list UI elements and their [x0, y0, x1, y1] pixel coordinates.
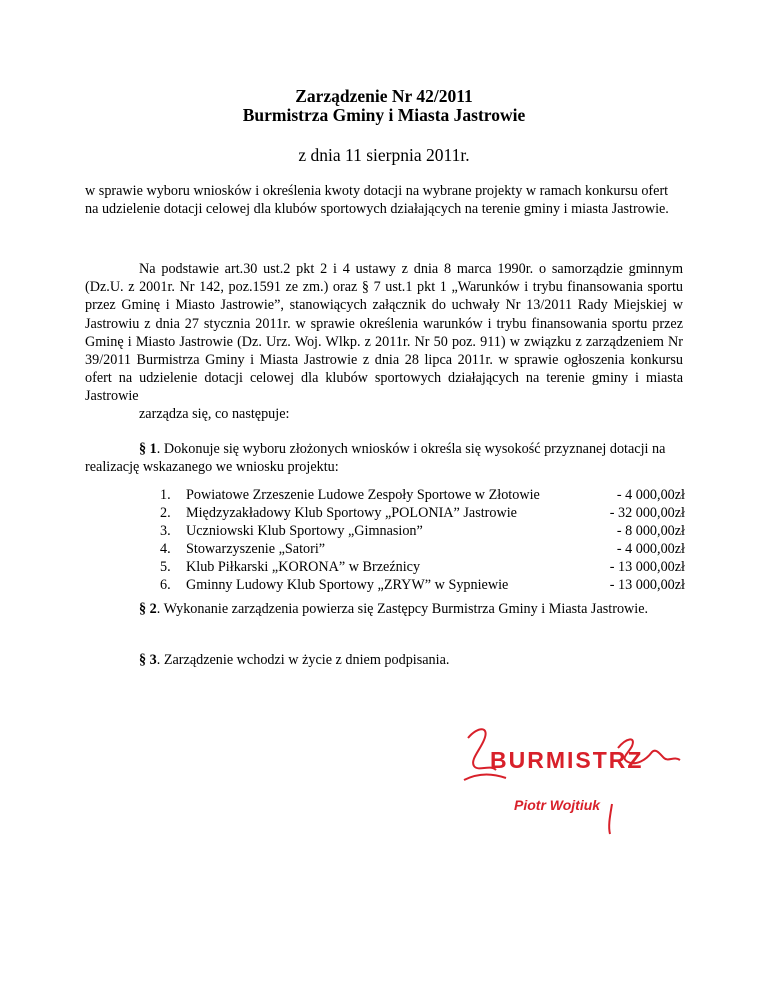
grant-number: 3.	[160, 523, 171, 539]
grant-amount: - 13 000,00zł	[609, 559, 685, 575]
grant-number: 4.	[160, 541, 171, 557]
section-2-mark: § 2	[139, 601, 157, 617]
grant-club-name: Powiatowe Zrzeszenie Ludowe Zespoły Sportowe w Złotowie	[186, 487, 540, 503]
list-item	[160, 504, 685, 522]
grant-club-name: Gminny Ludowy Klub Sportowy „ZRYW” w Sypniewie	[186, 577, 509, 593]
list-item	[160, 540, 685, 558]
grant-number: 5.	[160, 559, 171, 575]
section-2-text: . Wykonanie zarządzenia powierza się Zastępcy Burmistrza Gminy i Miasta Jastrowie.	[156, 601, 649, 617]
section-3-mark: § 3	[139, 652, 157, 668]
signature-stroke	[609, 804, 612, 834]
document-issuer: Burmistrza Gminy i Miasta Jastrowie	[242, 105, 526, 125]
grant-list	[160, 486, 685, 594]
list-item	[160, 576, 685, 594]
decree-intro: zarządza się, co następuje:	[139, 406, 290, 422]
grant-club-name: Międzyzakładowy Klub Sportowy „POLONIA” Jastrowie	[186, 505, 517, 521]
grant-number: 1.	[160, 487, 171, 503]
section-1-text: . Dokonuje się wyboru złożonych wniosków i określa się wysokość przyznanej dotacji na realizację wskazanego we wniosku projektu:	[85, 441, 666, 476]
document-date: z dnia 11 sierpnia 2011r.	[298, 145, 470, 165]
section-1	[85, 440, 685, 476]
list-item	[160, 558, 685, 576]
grant-club-name: Klub Piłkarski „KORONA” w Brzeźnicy	[186, 559, 421, 575]
grant-club-name: Stowarzyszenie „Satori”	[186, 541, 326, 557]
stamp-title: BURMISTRZ	[490, 747, 644, 773]
section-3	[139, 652, 449, 669]
stamp-name: Piotr Wojtiuk	[514, 797, 601, 813]
grant-amount: - 8 000,00zł	[616, 523, 685, 539]
grant-amount: - 4 000,00zł	[616, 541, 685, 557]
section-2	[85, 600, 685, 618]
document-subject: w sprawie wyboru wniosków i określenia kwoty dotacji na wybrane projekty w ramach konkursu ofert na udzielenie dotacji celowej dla klubów sportowych działających na terenie gminy i miasta Jastrowie.	[85, 183, 669, 218]
grant-amount: - 13 000,00zł	[609, 577, 685, 593]
grant-number: 2.	[160, 505, 171, 521]
mayor-stamp-signature	[460, 708, 690, 836]
list-item	[160, 486, 685, 504]
grant-amount: - 4 000,00zł	[616, 487, 685, 503]
document-title: Zarządzenie Nr 42/2011	[295, 86, 473, 106]
list-item	[160, 522, 685, 540]
section-3-text: . Zarządzenie wchodzi w życie z dniem podpisania.	[156, 652, 450, 668]
legal-basis-paragraph: Na podstawie art.30 ust.2 pkt 2 i 4 ustawy z dnia 8 marca 1990r. o samorządzie gminnym (Dz.U. z 2001r. Nr 142, poz.1591 ze zm.) oraz § 7 ust.1 pkt 1 „Warunków i trybu finansowania sportu przez Gminę i Miasto Jastrowie”, stanowiących załącznik do uchwały Nr 13/2011 Rady Miejskiej w Jastrowiu z dnia 27 stycznia 2011r. w sprawie określenia warunków i trybu finansowania sportu przez Gminę i Miasto Jastrowie (Dz. Urz. Woj. Wlkp. z 2011r. Nr 50 poz. 911) w związku z zarządzeniem Nr 39/2011 Burmistrza Gminy i Miasta Jastrowie z dnia 28 lipca 2011r. w sprawie ogłoszenia konkursu ofert na udzielenie dotacji celowej dla klubów sportowych działających na terenie gminy i miasta Jastrowie	[85, 261, 683, 405]
grant-number: 6.	[160, 577, 171, 593]
grant-club-name: Uczniowski Klub Sportowy „Gimnasion”	[186, 523, 423, 539]
section-1-mark: § 1	[139, 441, 157, 457]
grant-amount: - 32 000,00zł	[609, 505, 685, 521]
